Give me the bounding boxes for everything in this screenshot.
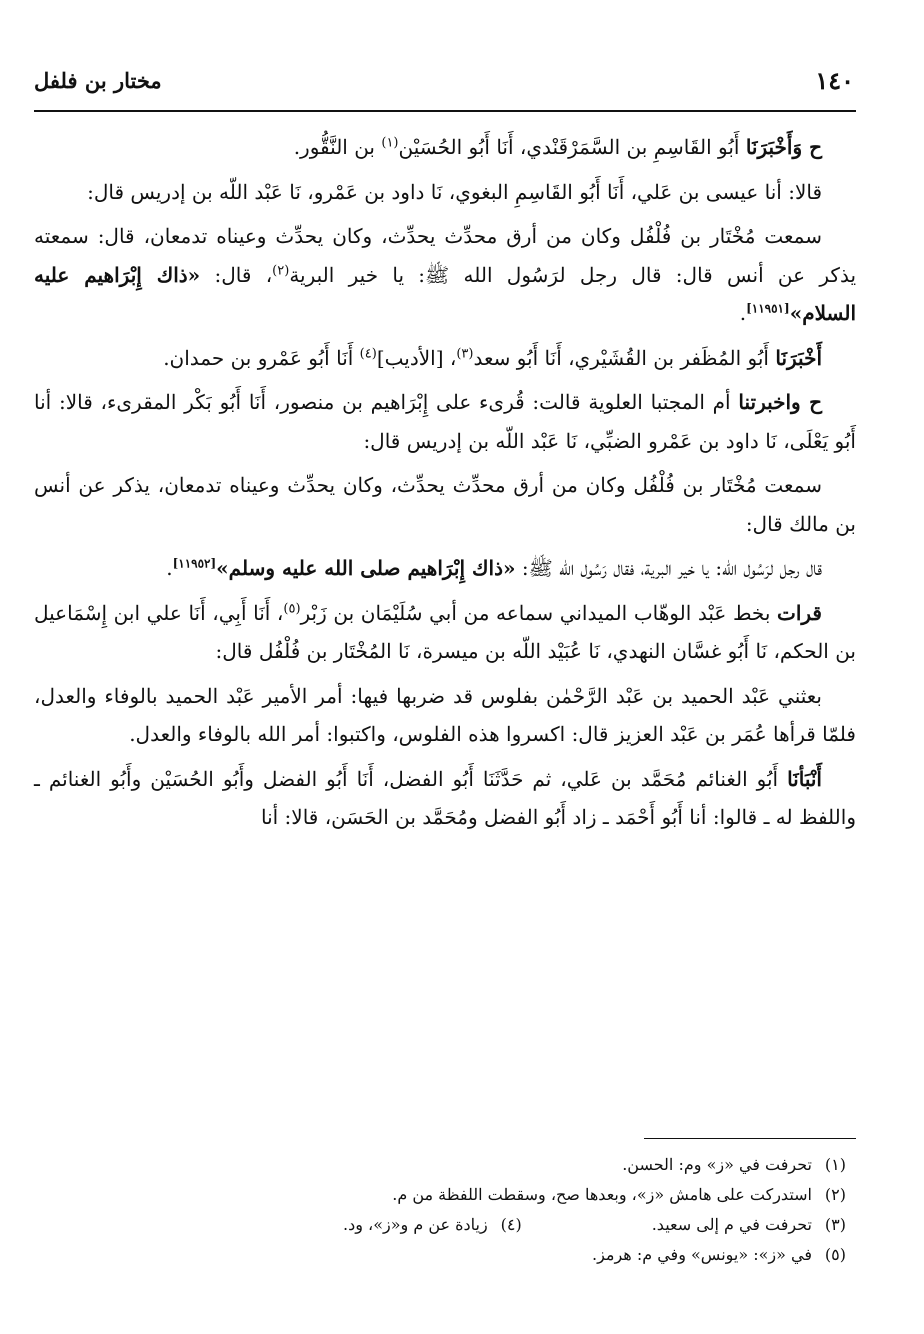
main-text [34,128,856,843]
lead-word: ح وَأَخْبَرَنَا [745,135,822,159]
footnote-ref: (٤) [359,345,377,361]
footnote-ref: (١) [381,135,399,151]
hadith-number: [١١٩٥١] [746,301,790,316]
paragraph-8 [34,594,856,671]
footnotes [60,1150,846,1270]
paragraph-text: قالا: أنا عيسى بن عَلي، أَنَا أَبُو القَاسِمِ البغوي، نَا داود بن عَمْرو، نَا عَبْد اللّه بن إدريس قال: [87,179,822,204]
footnote-text: في «ز»: «يونس» وفي م: هرمز. [591,1245,812,1264]
paragraph-text: بعثني عَبْد الحميد بن عَبْد الرَّحْمٰن بفلوس قد ضربها فيها: أمر الأمير عَبْد الحميد بالوفاء والعدل، فلمّا قرأها عُمَر بن عَبْد العزيز قال: اكسروا هذه الفلوس، واكتبوا: أمر الله بالوفاء والعدل. [34,683,856,746]
paragraph-10 [34,760,856,837]
paragraph-text: ، [الأديب] [376,345,457,370]
lead-word: أَنْبَأنَا [787,766,822,791]
footnote-row [60,1240,846,1270]
paragraph-1 [34,128,856,167]
page-header [34,66,854,106]
paragraph-text: أَبُو المُظَفر بن القُشَيْري، أَنَا أَبُو سعد [473,345,776,370]
paragraph-text: بن النَّقُّور. [293,135,382,159]
footnote-row [60,1210,846,1240]
paragraph-2 [34,173,856,212]
footnote-separator [644,1138,856,1139]
footnote-item [392,1180,846,1210]
paragraph-5 [34,383,856,460]
paragraph-9 [34,677,856,754]
paragraph-4 [34,339,856,378]
running-title: مختار بن فلفل [34,68,162,93]
footnote-row [60,1180,846,1210]
paragraph-text: ، قال: [200,262,273,287]
lead-word: ح واخبرتنا [738,390,822,414]
footnote-item [622,1150,846,1180]
footnote-number: (٣) [824,1215,846,1234]
footnote-number: (٢) [824,1185,846,1204]
footnote-row [60,1150,846,1180]
footnote-number: (٥) [824,1245,846,1264]
footnote-ref: (٥) [283,600,301,616]
paragraph-text: أَنَا أَبُو عَمْرو بن حمدان. [163,345,360,370]
footnote-number: (١) [824,1155,846,1174]
footnote-text: زيادة عن م و«ز»، ود. [343,1215,488,1234]
hadith-number: [١١٩٥٢] [172,556,217,571]
paragraph-text: أَبُو القَاسِمِ بن السَّمَرْقَنْدي، أَنَا أَبُو الحُسَيْن [398,135,746,159]
paragraph-6 [34,466,856,543]
footnote-text: تحرفت في م إلى سعيد. [651,1215,812,1234]
page-number: ١٤٠ [815,66,854,95]
lead-word: أَخْبَرَنَا [775,345,822,370]
paragraph-text: . [739,301,747,325]
footnote-item [652,1210,846,1240]
paragraph-text: سمعت مُخْتَار بن فُلْفُل وكان من أرق محدِّث يحدِّث، وكان يحدِّث وعيناه تدمعان، يذكر عن أنس بن مالك قال: [34,473,856,536]
paragraph-7 [34,549,856,588]
footnote-item [343,1210,522,1240]
footnote-text: تحرفت في «ز» وم: الحسن. [622,1155,812,1174]
paragraph-text: أم المجتبا العلوية قالت: قُرىء على إِبْرَاهيم بن منصور، أَنَا أَبُو بَكْر المقرىء، قالا: أنا أَبُو يَعْلَى، نَا داود بن عَمْرو الضبِّي، نَا عَبْد اللّه بن إدريس قال: [34,390,856,453]
footnote-ref: (٣) [456,345,474,361]
footnote-text: استدركت على هامش «ز»، وبعدها صح، وسقطت اللفظة من م. [392,1185,812,1204]
paragraph-text: قال رجل لرَسُول الله: يا خير البرية، فقال رَسُول الله ﷺ: [515,556,822,580]
hadith-quote: «ذاك إِبْرَاهيم صلى الله عليه وسلم» [216,556,516,580]
footnote-ref: (٢) [272,262,290,278]
lead-word: قرات [777,600,822,625]
header-rule [34,110,856,112]
paragraph-text: سمعت مُخْتَار بن فُلْفُل وكان من أرق محدِّث يحدِّث، وكان يحدِّث وعيناه تدمعان، قال: سمعته يذكر عن أنس قال: قال رجل لرَسُول الله ﷺ: يا خير البرية [34,224,857,287]
paragraph-text: أَبُو الغنائم مُحَمَّد بن عَلي، ثم حَدَّثَنَا أَبُو الفضل، أَنَا أَبُو الفضل وأَبُو الحُسَيْن وأَبُو الغنائم ـ واللفظ له ـ قالوا: أنا أَبُو أَحْمَد ـ زاد أَبُو الفضل ومُحَمَّد بن الحَسَن، قالا: أنا [34,766,856,829]
hadith-quote: «ذاك إِبْرَاهيم عليه السلام» [34,262,856,325]
paragraph-text: ، أَنَا أَبِي، أَنَا علي ابن إِسْمَاعيل بن الحكم، نَا أَبُو غسَّان النهدي، نَا عُبَيْد اللّه بن ميسرة، نَا المُخْتَار بن فُلْفُل قال: [34,600,856,663]
paragraph-text: . [166,556,173,580]
paragraph-3 [34,217,856,333]
paragraph-text: بخط عَبْد الوهّاب الميداني سماعه من أبي سُلَيْمَان بن زَبْر [300,600,777,625]
footnote-item [592,1240,846,1270]
footnote-number: (٤) [500,1215,522,1234]
